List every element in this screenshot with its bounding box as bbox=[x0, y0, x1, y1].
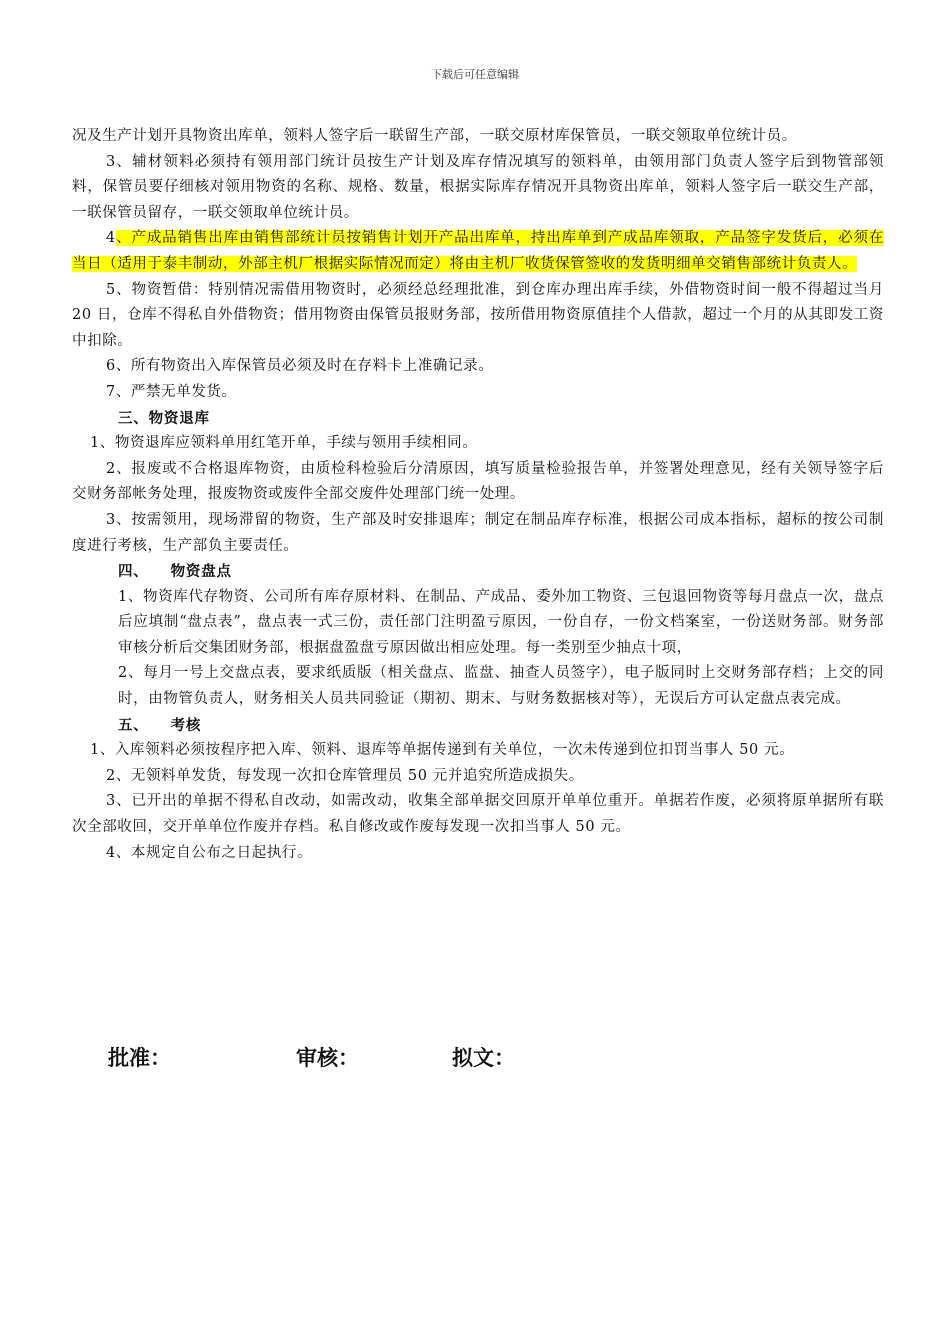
heading-title: 物资盘点 bbox=[170, 563, 232, 581]
assessment-item-4: 4、本规定自公布之日起执行。 bbox=[106, 844, 313, 861]
approve-label: 批准： bbox=[108, 1046, 171, 1070]
section-heading-4 bbox=[72, 559, 884, 585]
paragraph-continued: 况及生产计划开具物资出库单，领料人签字后一联留生产部，一联交原材库保管员，一联交领取单位统计员。 bbox=[72, 128, 797, 144]
highlighted-text: 、产成品销售出库由销售部统计员按销售计划开产品出库单，持出库单到产成品库领取，产品签字发货后，必须在当日（适用于泰丰制动，外部主机厂根据实际情况而定）将由主机厂收货保管签收的发货明细单交销售部统计负责人。 bbox=[72, 230, 884, 272]
assessment-item-2: 2、无领料单发货，每发现一次扣仓库管理员 50 元并追究所造成损失。 bbox=[106, 767, 584, 784]
heading-number: 五、 bbox=[118, 716, 149, 734]
inventory-item-2: 2、每月一号上交盘点表，要求纸质版（相关盘点、监盘、抽查人员签字），电子版同时上交财务部存档；上交的同时，由物管负责人，财务相关人员共同验证（期初、期末、与财务数据核对等），无误后方可认定盘点表完成。 bbox=[118, 665, 884, 708]
draft-label: 拟文： bbox=[452, 1046, 515, 1070]
paragraph-4-number: 4 bbox=[106, 230, 116, 247]
heading-number: 四、 bbox=[118, 563, 149, 581]
paragraph-5: 5、物资暂借：特别情况需借用物资时，必须经总经理批准，到仓库办理出库手续，外借物资时间一般不得超过当月 20 日，仓库不得私自外借物资；借用物资由保管员报财务部，按所借用物资原值挂个人借款，超过一个月的从其即发工资中扣除。 bbox=[72, 281, 884, 349]
paragraph-4 bbox=[72, 226, 884, 277]
assessment-item-3: 3、已开出的单据不得私自改动，如需改动，收集全部单据交回原开单单位重开。单据若作废，必须将原单据所有联次全部收回，交开单单位作废并存档。私自修改或作废每发现一次扣当事人 50 元。 bbox=[72, 793, 884, 836]
paragraph-3: 3、辅材领料必须持有领用部门统计员按生产计划及库存情况填写的领料单，由领用部门负责人签字后到物管部领料，保管员要仔细核对领用物资的名称、规格、数量，根据实际库存情况开具物资出库单，领料人签字后一联交生产部，一联保管员留存，一联交领取单位统计员。 bbox=[72, 153, 884, 221]
return-item-3: 3、按需领用，现场滞留的物资，生产部及时安排退库；制定在制品库存标准，根据公司成本指标，超标的按公司制度进行考核，生产部负主要责任。 bbox=[72, 511, 884, 554]
section-heading-5 bbox=[72, 713, 884, 739]
return-item-2: 2、报废或不合格退库物资，由质检科检验后分清原因，填写质量检验报告单，并签署处理意见，经有关领导签字后交财务部帐务处理，报废物资或废件全部交废件处理部门统一处理。 bbox=[72, 460, 884, 503]
paragraph-7: 7、严禁无单发货。 bbox=[106, 383, 237, 400]
return-item-1: 1、物资退库应领料单用红笔开单，手续与领用手续相同。 bbox=[90, 435, 478, 452]
paragraph-6: 6、所有物资出入库保管员必须及时在存料卡上准确记录。 bbox=[106, 358, 494, 375]
heading-title: 考核 bbox=[170, 716, 202, 734]
section-heading-3: 三、物资退库 bbox=[118, 409, 210, 427]
assessment-item-1: 1、入库领料必须按程序把入库、领料、退库等单据传递到有关单位，一次未传递到位扣罚当事人 50 元。 bbox=[90, 742, 795, 759]
page-header: 下载后可任意编辑 bbox=[431, 68, 519, 81]
review-label: 审核： bbox=[296, 1046, 359, 1070]
inventory-item-1: 1、物资库代存物资、公司所有库存原材料、在制品、产成品、委外加工物资、三包退回物资等每月盘点一次，盘点后应填制“盘点表”，盘点表一式三份，责任部门注明盈亏原因，一份自存，一份文档案室，一份送财务部。财务部审核分析后交集团财务部，根据盘盈盘亏原因做出相应处理。每一类别至少抽点十项， bbox=[118, 588, 884, 656]
document-body bbox=[72, 124, 884, 866]
